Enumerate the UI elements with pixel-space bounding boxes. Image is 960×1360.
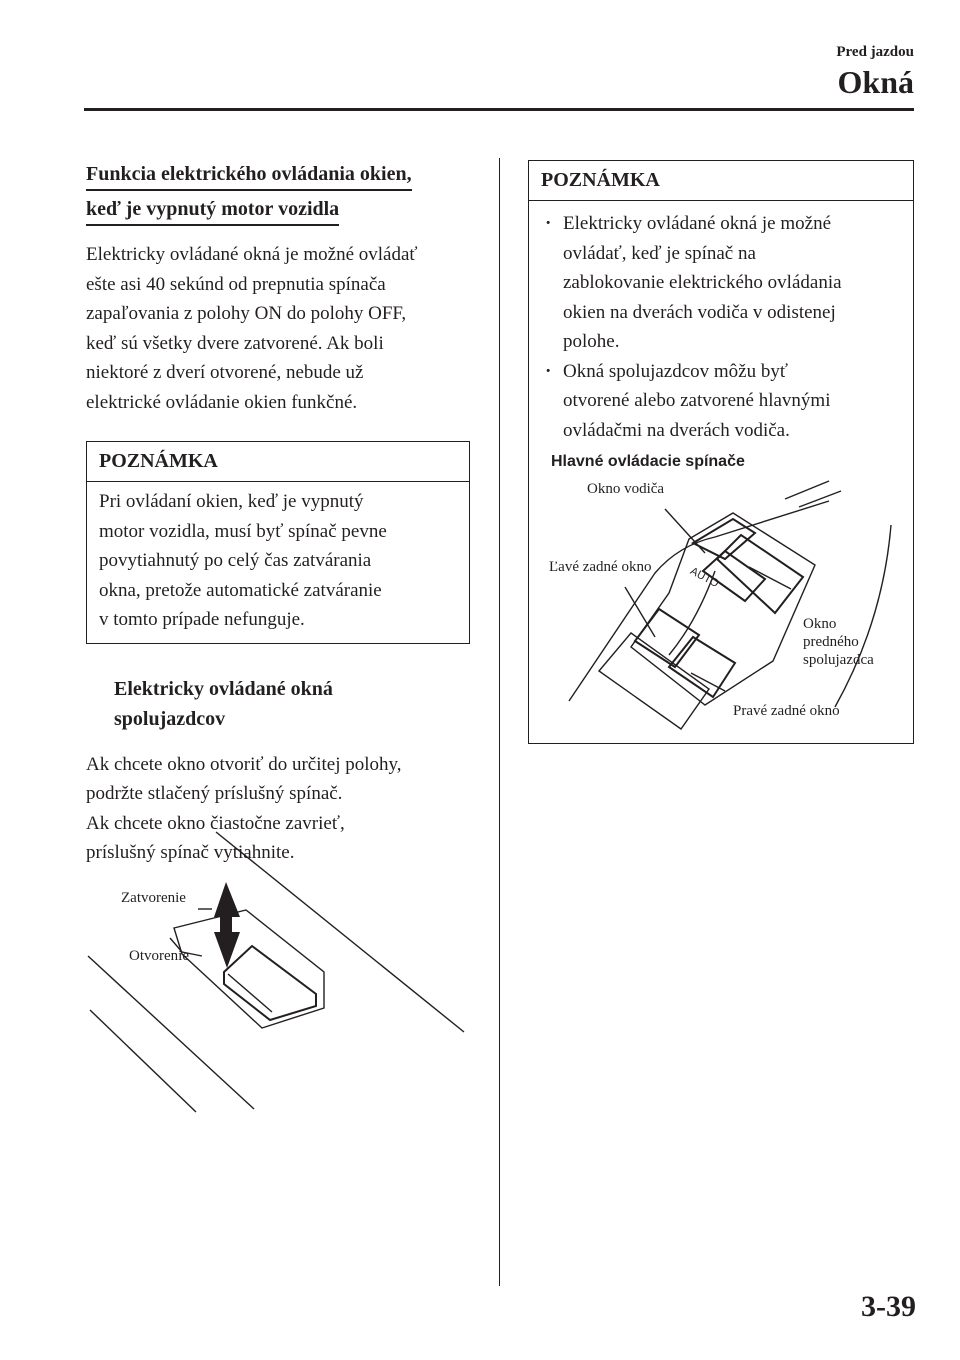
text-line: ešte asi 40 sekúnd od prepnutia spínača	[86, 273, 386, 295]
main-switches-drawing	[529, 461, 913, 743]
running-head-section: Pred jazdou	[836, 44, 914, 60]
text-line: príslušný spínač vytiahnite.	[86, 842, 295, 863]
label-driver-window: Okno vodiča	[587, 481, 665, 497]
text-line: povytiahnutý po celý čas zatvárania	[99, 550, 372, 571]
text-line: polohe.	[563, 331, 620, 352]
note-box-right	[528, 160, 914, 744]
passenger-switch-drawing	[86, 822, 470, 1122]
note-body	[87, 482, 469, 643]
subheading-passenger-windows	[114, 674, 470, 734]
text-line: Okno	[803, 616, 837, 632]
front-passenger-button	[717, 535, 803, 613]
section-heading	[86, 160, 470, 230]
text-line: otvorené alebo zatvorené hlavnými	[563, 390, 831, 411]
text-line: motor vozidla, musí byť spínač pevne	[99, 520, 387, 542]
label-close: Zatvorenie	[121, 890, 186, 906]
text-line: okna, pretože automatické zatváranie	[99, 579, 382, 601]
text-line: keď sú všetky dvere zatvorené. Ak boli	[86, 332, 384, 354]
section-heading-line-2: keď je vypnutý motor vozidla	[86, 195, 339, 226]
armrest-edge	[785, 481, 829, 499]
figure-main-switches	[529, 461, 913, 743]
bullet-item	[541, 357, 901, 446]
armrest-edge	[799, 491, 841, 507]
label-right-rear-window: Pravé zadné okno	[733, 703, 840, 719]
leader-front-passenger	[749, 567, 791, 589]
text-line: ovládačmi na dverách vodiča.	[563, 419, 790, 441]
auto-mark: AUTO	[688, 565, 721, 591]
text-line: elektrické ovládanie okien funkčné.	[86, 391, 358, 413]
figure-title: Hlavné ovládacie spínače	[551, 453, 745, 470]
text-line: Pri ovládaní okien, keď je vypnutý	[99, 491, 364, 512]
header-rule	[84, 108, 914, 111]
text-line: · Okná spolujazdcov môžu byť	[563, 360, 788, 382]
section-heading-line-1: Funkcia elektrického ovládania okien,	[86, 160, 412, 191]
text-line: predného	[803, 634, 859, 650]
text-line: podržte stlačený príslušný spínač.	[86, 783, 343, 804]
leader-driver	[665, 509, 705, 553]
subheading-line-1: Elektricky ovládané okná	[114, 677, 333, 700]
label-left-rear-window: Ľavé zadné okno	[549, 559, 652, 575]
text-line: okien na dverách vodiča v odistenej	[563, 301, 836, 323]
text-line: zablokovanie elektrického ovládania	[563, 272, 842, 293]
text-line: Ak chcete okno otvoriť do určitej polohy,	[86, 753, 402, 775]
note-bullet-list	[529, 201, 913, 445]
door-trim-line	[216, 832, 464, 1032]
left-column	[86, 160, 470, 868]
figure-passenger-switch	[86, 822, 470, 1122]
door-trim-line	[90, 1010, 196, 1112]
armrest-edge	[569, 501, 829, 701]
text-line: ovládať, keď je spínač na	[563, 242, 756, 264]
panel-edge	[599, 633, 709, 729]
text-line: · Elektricky ovládané okná je možné	[563, 213, 832, 234]
text-line: niektoré z dverí otvorené, nebude už	[86, 362, 364, 383]
column-divider	[499, 158, 500, 1286]
paragraph-engine-off	[86, 240, 470, 417]
note-title: POZNÁMKA	[529, 161, 913, 201]
text-line: v tomto prípade nefunguje.	[99, 609, 305, 630]
subheading-line-2: spolujazdcov	[114, 707, 226, 730]
note-box	[86, 441, 470, 644]
label-open: Otvorenie	[129, 948, 189, 964]
note-title: POZNÁMKA	[87, 442, 469, 482]
text-line: Ak chcete okno čiastočne zavrieť,	[86, 812, 345, 834]
bullet-item	[541, 209, 901, 357]
running-head-title: Okná	[837, 64, 914, 100]
text-line: Elektricky ovládané okná je možné ovládať	[86, 244, 418, 265]
text-line: zapaľovania z polohy ON do polohy OFF,	[86, 303, 407, 324]
page-number: 3-39	[861, 1290, 916, 1323]
text-line: spolujazdca	[803, 652, 874, 668]
label-front-passenger-window	[803, 615, 874, 669]
